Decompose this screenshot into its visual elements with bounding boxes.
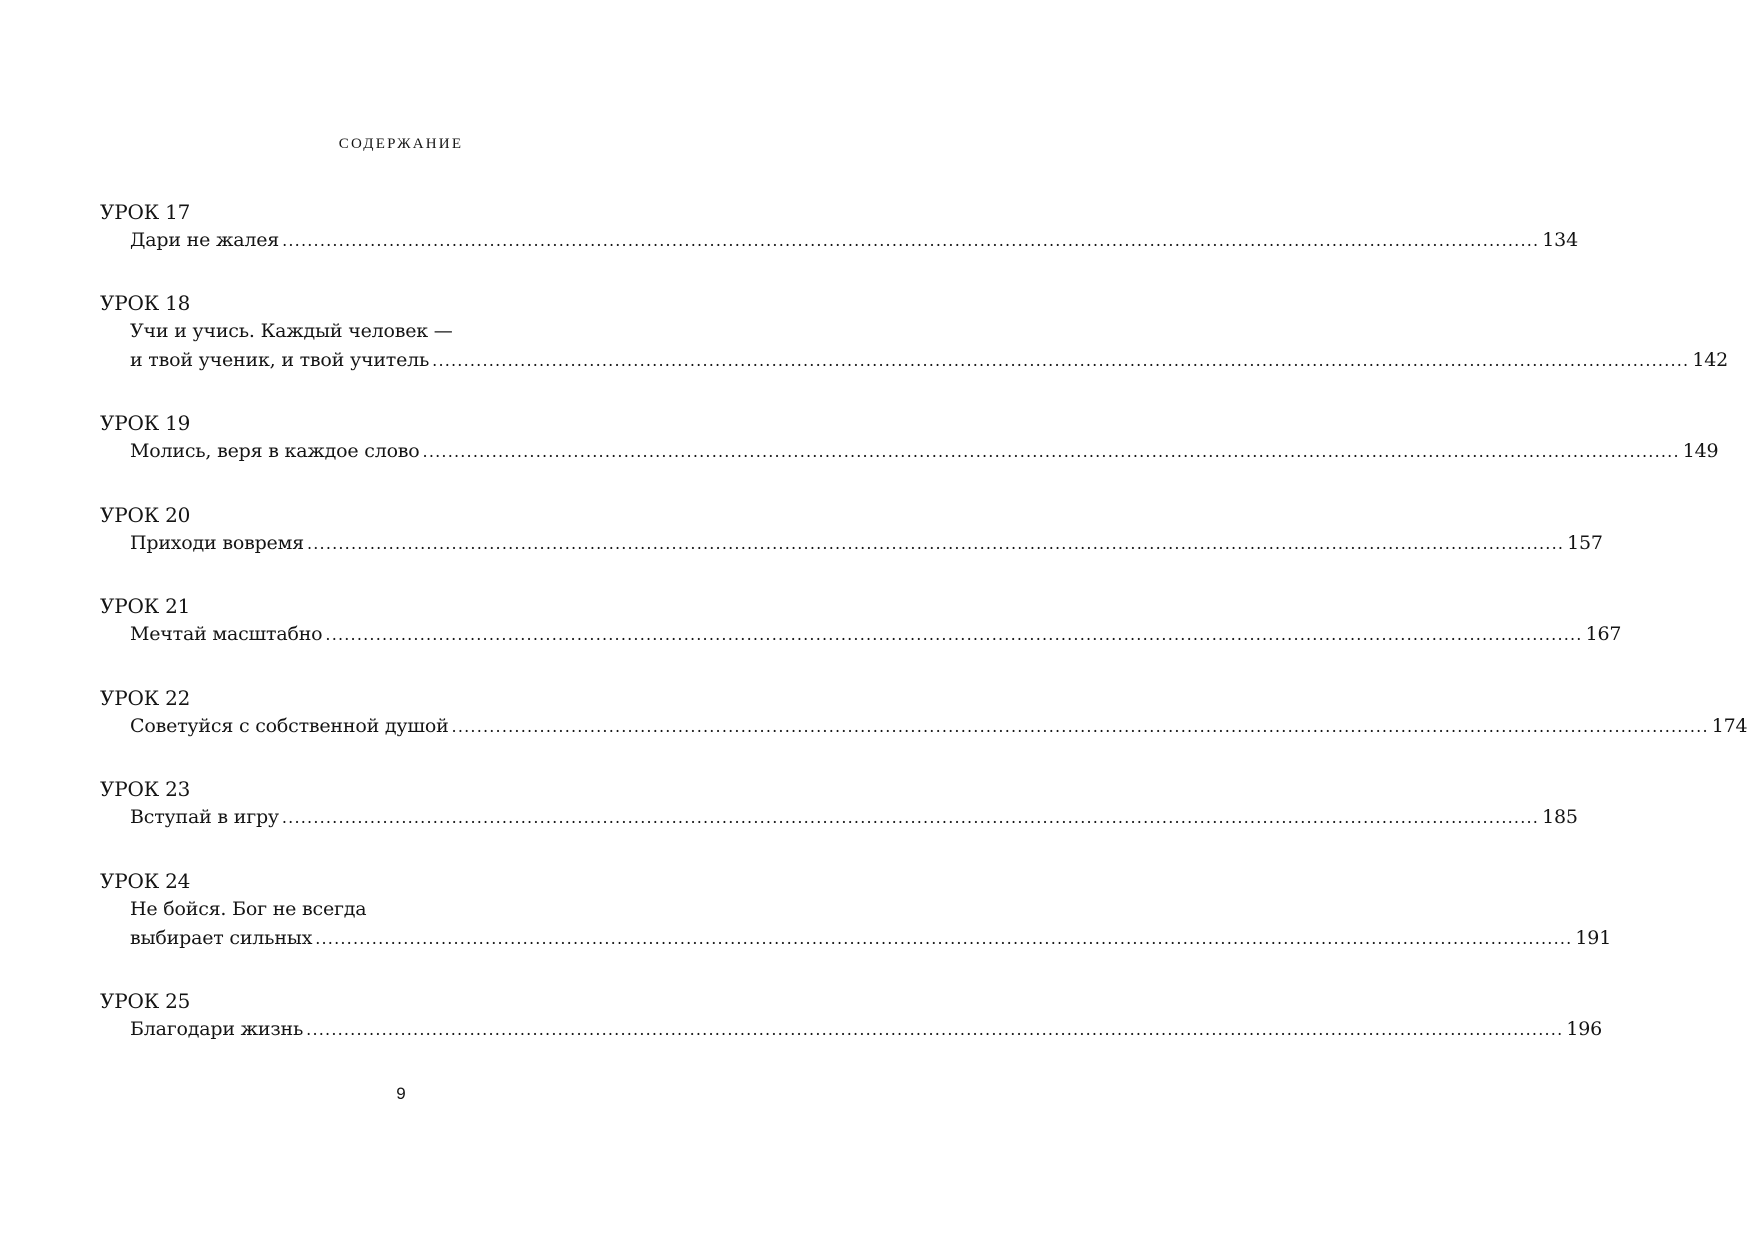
toc-entry-lesson-24[interactable] [100,867,1612,953]
entry-title-line [130,712,1747,741]
entry-title-line: Учи и учись. Каждый человек — [130,320,453,342]
entry-title-line [130,924,1612,953]
entry-title-line [130,620,1622,649]
toc-entry-lesson-17[interactable] [100,198,1578,255]
entry-title: Мечтай масштабно [130,623,323,645]
dot-leader: ........................................................................................................................................................................................................ [282,231,1540,250]
lesson-label: УРОК 22 [100,686,191,710]
toc-entry-lesson-18[interactable] [100,289,1729,375]
entry-title-line: Не бойся. Бог не всегда [130,898,367,920]
lesson-label: УРОК 17 [100,200,191,224]
lesson-label: УРОК 23 [100,777,191,801]
lesson-label: УРОК 21 [100,594,191,618]
entry-title-line [130,226,1578,255]
lesson-label: УРОК 20 [100,503,191,527]
lesson-label: УРОК 25 [100,989,191,1013]
dot-leader: ........................................................................................................................................................................................................ [325,625,1583,644]
entry-page-number: 196 [1566,1018,1603,1040]
entry-page-number: 167 [1585,623,1622,645]
entry-page-number: 185 [1542,806,1578,828]
entry-page-number: 174 [1711,715,1747,737]
page-number: 9 [396,1084,406,1103]
entry-title: Советуйся с собственной душой [130,715,449,737]
entry-title-line [130,529,1603,558]
entry-title: Благодари жизнь [130,1018,304,1040]
toc-entry-lesson-21[interactable] [100,592,1622,649]
dot-leader: ........................................................................................................................................................................................................ [281,808,1540,827]
entry-title-line [130,803,1578,832]
entry-page-number: 191 [1575,927,1612,949]
page-heading: СОДЕРЖАНИЕ [338,136,464,152]
lesson-label: УРОК 18 [100,291,191,315]
entry-page-number: 149 [1682,440,1719,462]
entry-title: Дари не жалея [130,229,280,251]
entry-page-number: 142 [1692,349,1729,371]
toc-entry-lesson-25[interactable] [100,987,1603,1044]
entry-title: выбирает сильных [130,927,313,949]
lesson-label: УРОК 19 [100,411,191,435]
lesson-label: УРОК 24 [100,869,191,893]
toc-entry-lesson-22[interactable] [100,684,1747,741]
toc-entry-lesson-23[interactable] [100,775,1578,832]
entry-title: и твой ученик, и твой учитель [130,349,430,371]
toc-entry-lesson-19[interactable] [100,409,1719,466]
dot-leader: ........................................................................................................................................................................................................ [315,929,1573,948]
entry-title-line [130,1015,1603,1044]
dot-leader: ........................................................................................................................................................................................................ [451,717,1709,736]
entry-page-number: 157 [1567,532,1603,554]
dot-leader: ........................................................................................................................................................................................................ [422,442,1680,461]
entry-page-number: 134 [1542,229,1578,251]
entry-title: Вступай в игру [130,806,279,828]
entry-title-line [130,346,1729,375]
entry-title: Молись, веря в каждое слово [130,440,420,462]
dot-leader: ........................................................................................................................................................................................................ [306,534,1565,553]
entry-title-line [130,437,1719,466]
dot-leader: ........................................................................................................................................................................................................ [306,1020,1564,1039]
toc-entry-lesson-20[interactable] [100,501,1603,558]
dot-leader: ........................................................................................................................................................................................................ [432,351,1690,370]
entry-title: Приходи вовремя [130,532,304,554]
